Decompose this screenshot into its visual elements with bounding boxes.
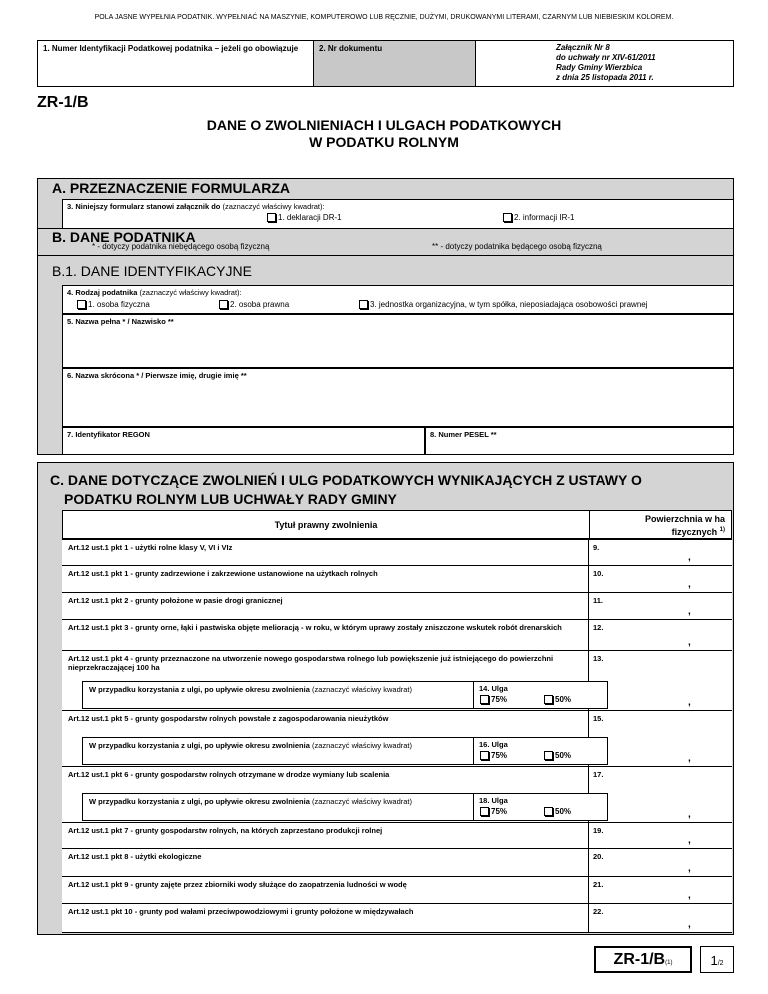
field-6[interactable]	[62, 368, 734, 427]
checkbox-icon[interactable]	[480, 695, 489, 704]
row-number: 22.	[593, 907, 604, 916]
row-number: 10.	[593, 569, 604, 578]
option-50[interactable]	[544, 695, 571, 704]
row-number: 12.	[593, 623, 604, 632]
footer-pages: /2	[717, 960, 724, 967]
table-row	[62, 848, 732, 876]
column-area-2: fizycznych	[671, 527, 718, 537]
option-ir1-label: 2. informacji IR-1	[514, 213, 575, 222]
area-field[interactable]	[588, 711, 732, 766]
option-legal[interactable]	[219, 300, 289, 309]
area-field[interactable]	[588, 593, 732, 619]
option-legal-label: 2. osoba prawna	[230, 300, 290, 309]
relief-main: W przypadku korzystania z ulgi, po upływie okresu zwolnienia	[89, 741, 310, 750]
page-title	[0, 117, 768, 151]
section-a	[37, 178, 734, 228]
relief-subrow	[82, 681, 608, 709]
row-title: Art.12 ust.1 pkt 4 - grunty przeznaczone na utworzenie nowego gospodarstwa rolnego lub powiększenie już istniejącego do powierzchni nieprzekraczającej 100 ha	[68, 654, 554, 672]
table-row	[62, 903, 732, 932]
field-4-hint: (zaznaczyć właściwy kwadrat):	[139, 288, 242, 297]
row-title: Art.12 ust.1 pkt 7 - grunty gospodarstw rolnych, na których zaprzestano produkcji rolnej	[68, 826, 383, 835]
option-50-label: 50%	[555, 751, 572, 760]
section-b-note-2: ** - dotyczy podatnika będącego osobą fizyczną	[432, 242, 602, 251]
row-number: 21.	[593, 880, 604, 889]
table-row	[62, 592, 732, 619]
table-header	[62, 510, 732, 539]
section-c-title	[50, 471, 642, 509]
table-row	[62, 619, 732, 650]
title-line-1: DANE O ZWOLNIENIACH I ULGACH PODATKOWYCH	[206, 117, 562, 133]
table-bottom-line	[62, 932, 732, 933]
checkbox-icon[interactable]	[480, 751, 489, 760]
relief-label: 16. Ulga	[479, 740, 508, 749]
field-4	[62, 285, 734, 314]
table-row	[62, 565, 732, 592]
option-50-label: 50%	[555, 807, 572, 816]
option-dr1[interactable]	[267, 213, 342, 222]
checkbox-icon[interactable]	[480, 807, 489, 816]
table-row	[62, 876, 732, 903]
top-note: POLA JASNE WYPEŁNIA PODATNIK. WYPEŁNIAĆ NA MASZYNIE, KOMPUTEROWO LUB RĘCZNIE, DUŻYMI, DRUKOWANYMI LITERAMI, CZARNYM LUB NIEBIESKIM KOLOREM.	[94, 14, 674, 21]
field-5[interactable]	[62, 314, 734, 368]
field-7[interactable]	[62, 427, 425, 455]
relief-main: W przypadku korzystania z ulgi, po upływie okresu zwolnienia	[89, 797, 310, 806]
relief-label: 14. Ulga	[479, 684, 508, 693]
option-75[interactable]	[480, 807, 507, 816]
relief-text	[89, 741, 469, 750]
decimal-comma: ,	[688, 863, 691, 874]
decimal-comma: ,	[688, 753, 691, 764]
attach-line-2: do uchwały nr XIV-61/2011	[556, 53, 656, 62]
field-3-label	[67, 202, 325, 211]
checkbox-icon[interactable]	[359, 300, 368, 309]
field-4-label	[67, 288, 242, 297]
decimal-comma: ,	[688, 606, 691, 617]
decimal-comma: ,	[688, 835, 691, 846]
relief-label: 18. Ulga	[479, 796, 508, 805]
table-row	[62, 539, 732, 565]
row-number: 13.	[593, 654, 604, 663]
option-org-label: 3. jednostka organizacyjna, w tym spółka, nieposiadająca osobowości prawnej	[370, 300, 648, 309]
doc-number-field	[313, 41, 476, 86]
relief-subrow	[82, 793, 608, 821]
checkbox-icon[interactable]	[267, 213, 276, 222]
relief-hint: (zaznaczyć właściwy kwadrat)	[311, 797, 412, 806]
attach-line-1: Załącznik Nr 8	[556, 43, 610, 52]
section-b1	[37, 255, 734, 455]
relief-field	[473, 738, 607, 764]
option-person[interactable]	[77, 300, 150, 309]
checkbox-icon[interactable]	[544, 751, 553, 760]
area-field[interactable]	[588, 877, 732, 903]
section-b-note-1: * - dotyczy podatnika niebędącego osobą fizyczną	[92, 242, 270, 251]
row-number: 15.	[593, 714, 604, 723]
checkbox-icon[interactable]	[544, 695, 553, 704]
option-org[interactable]	[359, 300, 648, 309]
option-50-label: 50%	[555, 695, 572, 704]
row-number: 20.	[593, 852, 604, 861]
row-title: Art.12 ust.1 pkt 1 - grunty zadrzewione i zakrzewione ustanowione na użytkach rolnych	[68, 569, 378, 578]
decimal-comma: ,	[688, 919, 691, 930]
footer-code-box	[594, 946, 692, 973]
footer	[594, 946, 734, 973]
area-field[interactable]	[588, 620, 732, 650]
checkbox-icon[interactable]	[77, 300, 86, 309]
nip-label: 1. Numer Identyfikacji Podatkowej podatnika – jeżeli go obowiązuje	[43, 44, 299, 53]
column-title: Tytuł prawny zwolnienia	[274, 520, 378, 530]
footer-version: (1)	[665, 960, 673, 966]
decimal-comma: ,	[688, 697, 691, 708]
row-title: Art.12 ust.1 pkt 2 - grunty położone w pasie drogi granicznej	[68, 596, 283, 605]
section-b	[37, 228, 734, 255]
option-75[interactable]	[480, 695, 507, 704]
checkbox-icon[interactable]	[219, 300, 228, 309]
title-line-2: W PODATKU ROLNYM	[309, 134, 459, 150]
row-number: 11.	[593, 596, 604, 605]
section-b1-title: B.1. DANE IDENTYFIKACYJNE	[52, 263, 252, 279]
footer-code: ZR-1/B	[613, 951, 666, 968]
field-6-label: 6. Nazwa skrócona * / Pierwsze imię, drugie imię **	[67, 371, 247, 380]
option-dr1-label: 1. deklaracji DR-1	[278, 213, 342, 222]
relief-field	[473, 794, 607, 820]
row-number: 17.	[593, 770, 604, 779]
section-c-title-2: PODATKU ROLNYM LUB UCHWAŁY RADY GMINY	[64, 491, 397, 507]
relief-text	[89, 797, 469, 806]
area-field[interactable]	[588, 767, 732, 822]
nip-field[interactable]	[38, 41, 313, 86]
attach-line-4: z dnia 25 listopada 2011 r.	[556, 73, 654, 82]
section-c-title-1: C. DANE DOTYCZĄCE ZWOLNIEŃ I ULG PODATKOWYCH WYNIKAJĄCYCH Z USTAWY O	[50, 472, 642, 488]
row-title: Art.12 ust.1 pkt 10 - grunty pod wałami przeciwpowodziowymi i grunty położone w międzywałach	[68, 907, 414, 916]
field-7-label: 7. Identyfikator REGON	[67, 430, 150, 439]
column-area-1: Powierzchnia w ha	[644, 514, 725, 524]
footer-page-box	[700, 946, 734, 973]
area-field[interactable]	[588, 823, 732, 848]
field-8-label: 8. Numer PESEL **	[430, 430, 497, 439]
row-title: Art.12 ust.1 pkt 8 - użytki ekologiczne	[68, 852, 202, 861]
area-field[interactable]	[588, 566, 732, 592]
decimal-comma: ,	[688, 890, 691, 901]
doc-number-label: 2. Nr dokumentu	[319, 44, 383, 53]
checkbox-icon[interactable]	[503, 213, 512, 222]
section-a-title: A. PRZEZNACZENIE FORMULARZA	[52, 180, 290, 196]
section-b-title: B. DANE PODATNIKA	[52, 229, 196, 245]
decimal-comma: ,	[688, 637, 691, 648]
option-75-label: 75%	[491, 695, 508, 704]
table-row	[62, 822, 732, 848]
relief-hint: (zaznaczyć właściwy kwadrat)	[311, 741, 412, 750]
field-3	[62, 199, 734, 229]
option-50[interactable]	[544, 807, 571, 816]
relief-field	[473, 682, 607, 708]
decimal-comma: ,	[688, 809, 691, 820]
option-50[interactable]	[544, 751, 571, 760]
relief-text	[89, 685, 469, 694]
row-title: Art.12 ust.1 pkt 6 - grunty gospodarstw rolnych otrzymane w drodze wymiany lub scalenia	[68, 770, 390, 779]
row-number: 19.	[593, 826, 604, 835]
area-field[interactable]	[588, 904, 732, 932]
option-person-label: 1. osoba fizyczna	[88, 300, 150, 309]
area-field[interactable]	[588, 540, 732, 565]
option-75-label: 75%	[491, 807, 508, 816]
field-8[interactable]	[425, 427, 734, 455]
form-code: ZR-1/B	[37, 94, 89, 111]
option-75-label: 75%	[491, 751, 508, 760]
area-field[interactable]	[588, 849, 732, 876]
area-field[interactable]	[588, 651, 732, 710]
attachment-note	[556, 43, 726, 83]
decimal-comma: ,	[688, 579, 691, 590]
decimal-comma: ,	[688, 552, 691, 563]
attach-line-3: Rady Gminy Wierzbica	[556, 63, 643, 72]
option-ir1[interactable]	[503, 213, 574, 222]
header-box	[37, 40, 734, 87]
row-number: 9.	[593, 543, 600, 552]
row-title: Art.12 ust.1 pkt 5 - grunty gospodarstw rolnych powstałe z zagospodarowania nieużytków	[68, 714, 389, 723]
field-3-text: 3. Niniejszy formularz stanowi załącznik do	[67, 202, 221, 211]
footnote-ref: 1)	[719, 527, 725, 533]
relief-hint: (zaznaczyć właściwy kwadrat)	[311, 685, 412, 694]
footer-page: 1	[710, 953, 718, 968]
option-75[interactable]	[480, 751, 507, 760]
column-area	[589, 511, 731, 538]
field-4-text: 4. Rodzaj podatnika	[67, 288, 138, 297]
field-3-hint: (zaznaczyć właściwy kwadrat):	[222, 202, 325, 211]
relief-main: W przypadku korzystania z ulgi, po upływie okresu zwolnienia	[89, 685, 310, 694]
row-title: Art.12 ust.1 pkt 3 - grunty orne, łąki i pastwiska objęte melioracją - w roku, w którym uprawy zostały zniszczone wskutek robót drenarskich	[68, 623, 562, 632]
row-title: Art.12 ust.1 pkt 9 - grunty zajęte przez zbiorniki wody służące do zaopatrzenia ludności w wodę	[68, 880, 407, 889]
checkbox-icon[interactable]	[544, 807, 553, 816]
row-title: Art.12 ust.1 pkt 1 - użytki rolne klasy V, VI i VIz	[68, 543, 233, 552]
relief-subrow	[82, 737, 608, 765]
field-5-label: 5. Nazwa pełna * / Nazwisko **	[67, 317, 174, 326]
